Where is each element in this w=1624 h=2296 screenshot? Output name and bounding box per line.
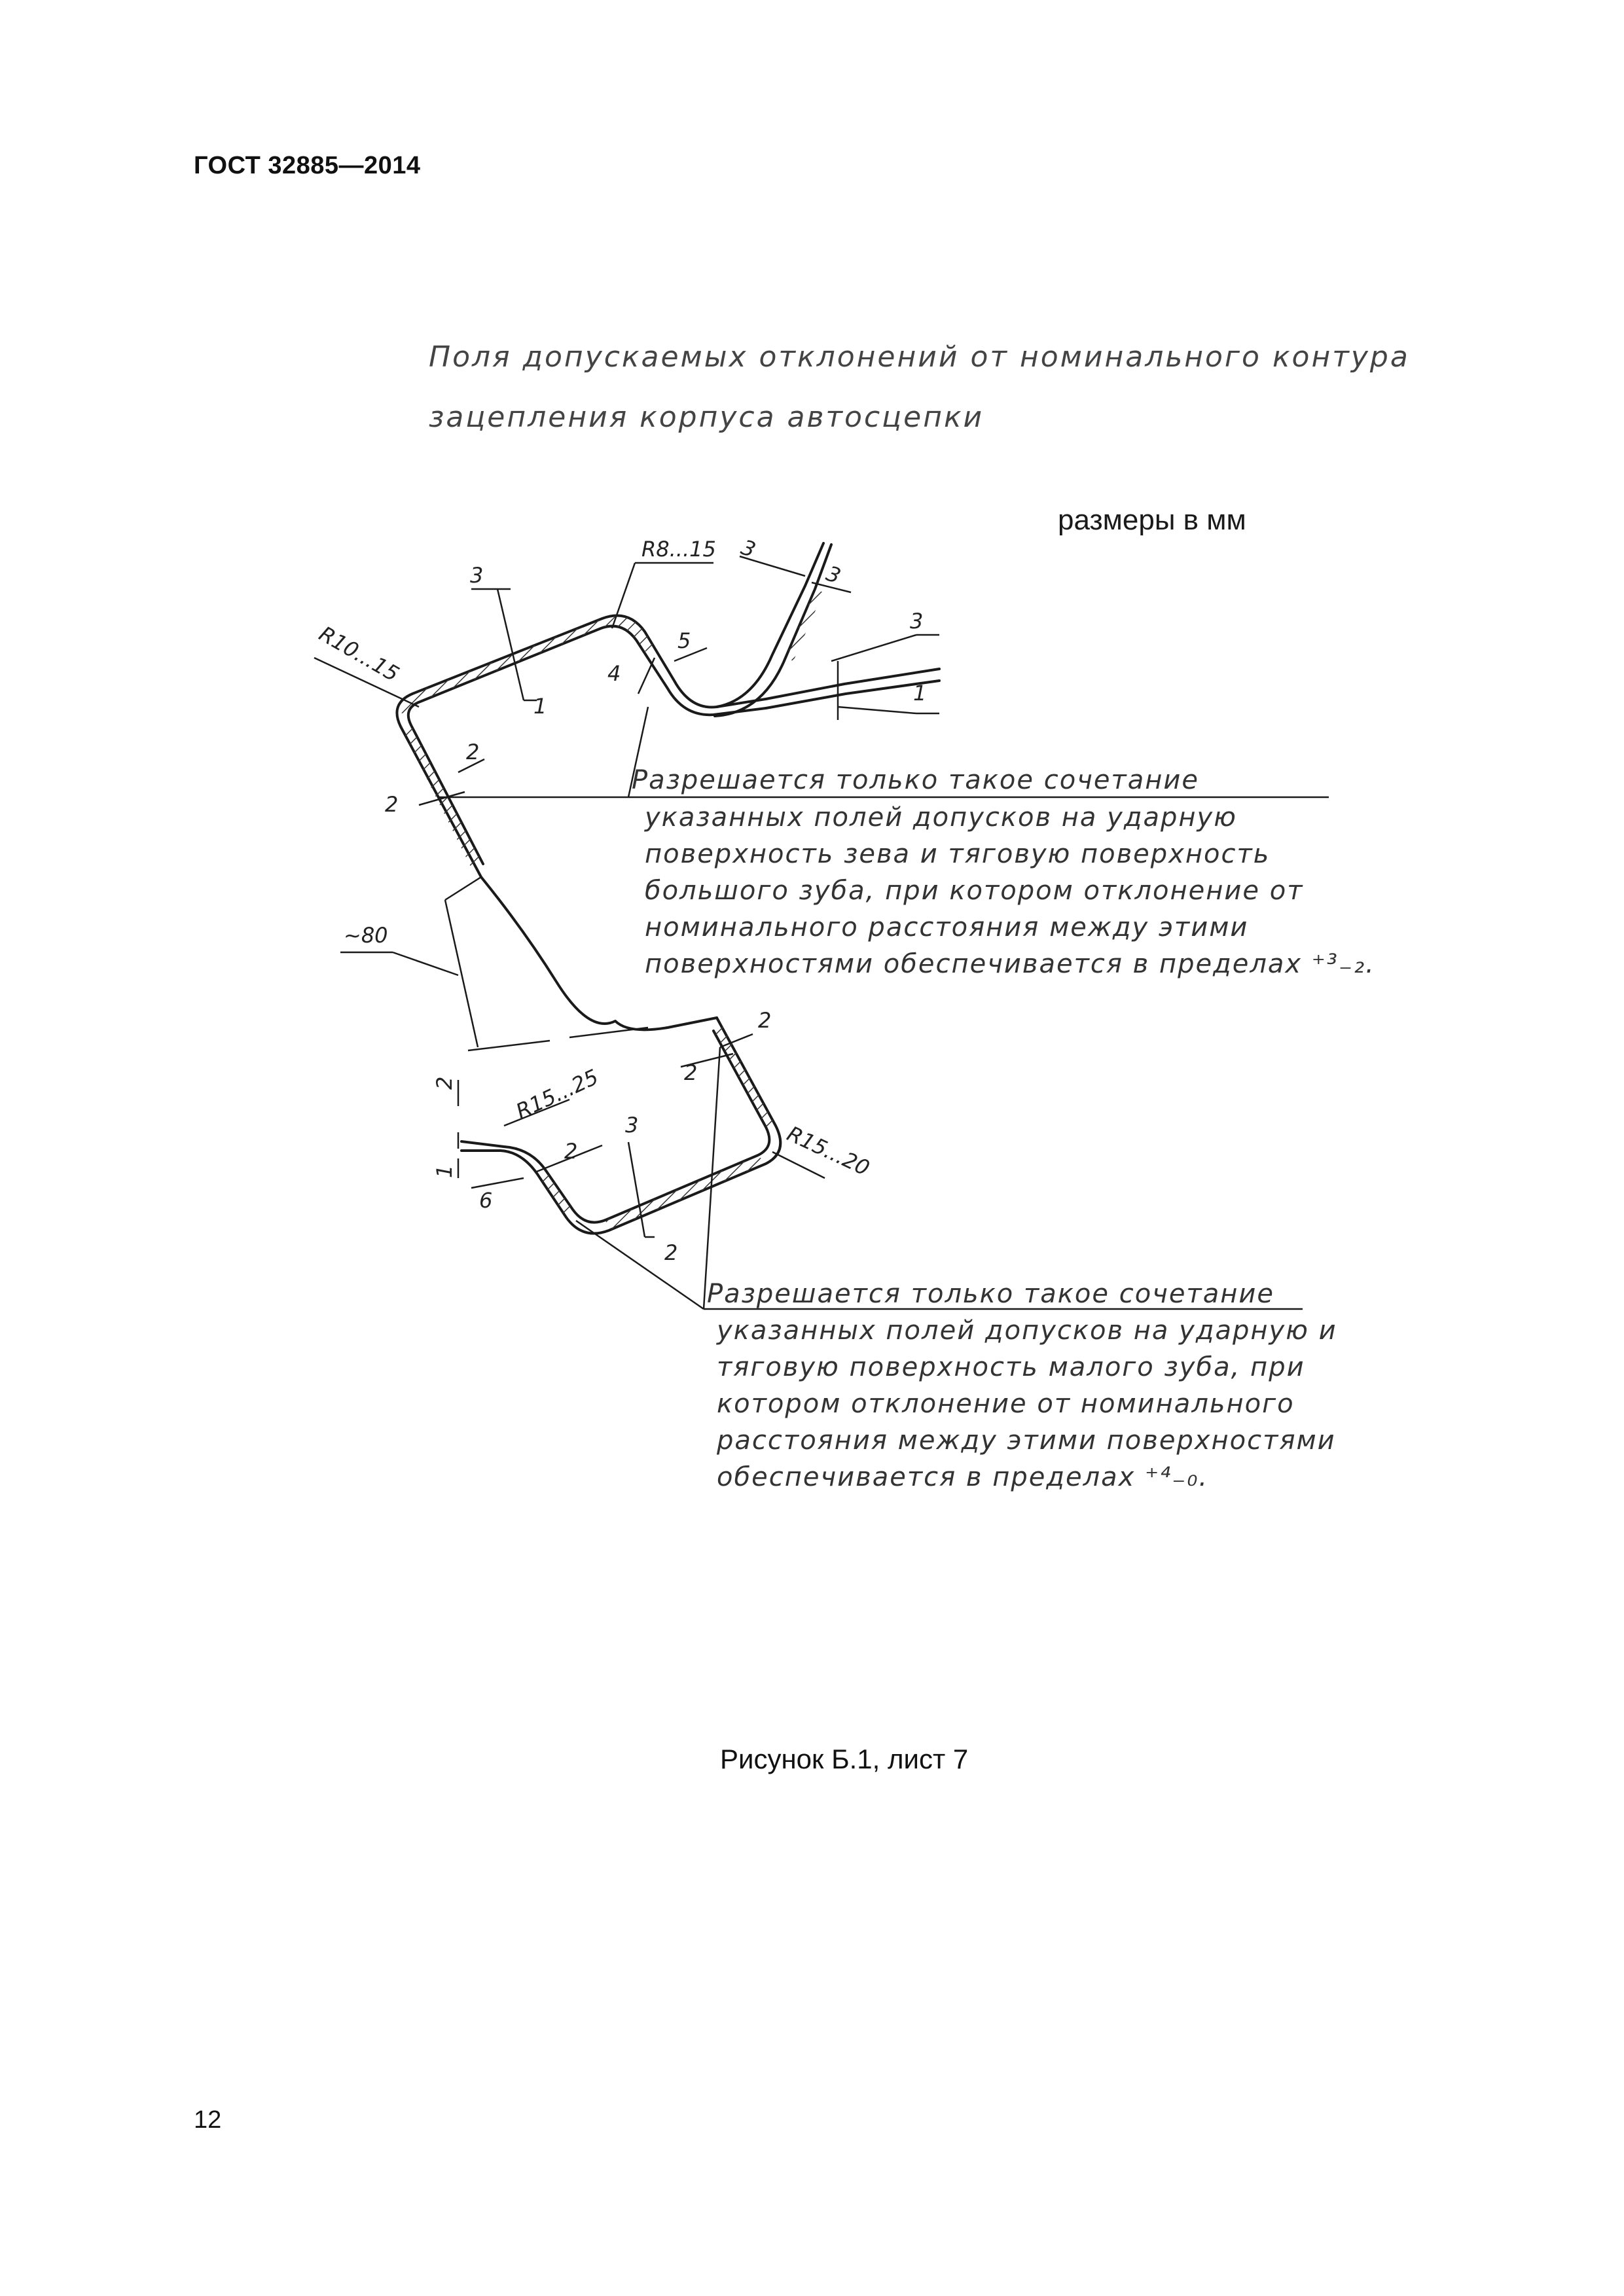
note-big-line-5: номинального расстояния между этими [645, 912, 1249, 942]
dim-r-bottom-right: R15...20 [783, 1121, 874, 1181]
dim-r-bottom-left: R15...25 [512, 1064, 602, 1124]
note-small-line-1: Разрешается только такое сочетание [707, 1279, 1275, 1309]
dim-1-right: 1 [913, 681, 927, 706]
dim-2-small-mid: 2 [564, 1139, 578, 1164]
dim-3-hook-a: 3 [738, 534, 759, 563]
note-small-line-6: обеспечивается в пределах ⁺⁴₋₀. [717, 1462, 1209, 1492]
dim-2-small-left-vert: 2 [432, 1076, 457, 1090]
dim-5: 5 [677, 628, 691, 653]
dim-approx-80: ~80 [344, 923, 388, 948]
dim-2-mid-left-b: 2 [466, 740, 480, 764]
note-small-line-5: расстояния между этими поверхностями [717, 1426, 1336, 1456]
dim-2-small-right-b: 2 [758, 1008, 772, 1033]
dim-2-mid-left-a: 2 [385, 792, 399, 817]
document-code: ГОСТ 32885—2014 [194, 152, 421, 179]
dim-4: 4 [607, 661, 621, 686]
note-big-line-4: большого зуба, при котором отклонение от [645, 876, 1304, 906]
note-small-line-3: тяговую поверхность малого зуба, при [717, 1352, 1305, 1382]
dim-6: 6 [479, 1188, 493, 1213]
note-small-line-4: котором отклонение от номинального [717, 1389, 1295, 1419]
drawing-title-line-2: зацепления корпуса автосцепки [429, 401, 984, 434]
note-big-line-6: поверхностями обеспечивается в пределах ⁺³₋₂. [645, 949, 1375, 979]
dim-2-small-right-a: 2 [684, 1060, 698, 1085]
dim-1-top-left: 1 [533, 694, 547, 719]
units-label: размеры в мм [1058, 504, 1246, 536]
note-big-line-1: Разрешается только такое сочетание [632, 765, 1200, 795]
dim-3-hook-b: 3 [823, 560, 844, 589]
note-big-line-2: указанных полей допусков на ударную [645, 802, 1237, 833]
dim-r-top-mid: R8...15 [641, 537, 716, 562]
page-number: 12 [194, 2106, 222, 2134]
dim-3-right: 3 [910, 609, 924, 634]
drawing-title-line-1: Поля допускаемых отклонений от номинального контура [429, 340, 1410, 374]
dim-3-top-left: 3 [470, 563, 484, 588]
dim-2-small-bottom: 2 [664, 1240, 678, 1265]
dim-1-small-left-vert: 1 [432, 1164, 457, 1178]
figure-caption: Рисунок Б.1, лист 7 [720, 1744, 969, 1774]
dim-3-small-mid: 3 [625, 1113, 639, 1138]
note-small-line-2: указанных полей допусков на ударную и [717, 1316, 1337, 1346]
note-small-tooth [707, 1279, 1337, 1492]
note-big-line-3: поверхность зева и тяговую поверхность [645, 839, 1271, 869]
dim-r-top-left: R10...15 [315, 621, 404, 687]
